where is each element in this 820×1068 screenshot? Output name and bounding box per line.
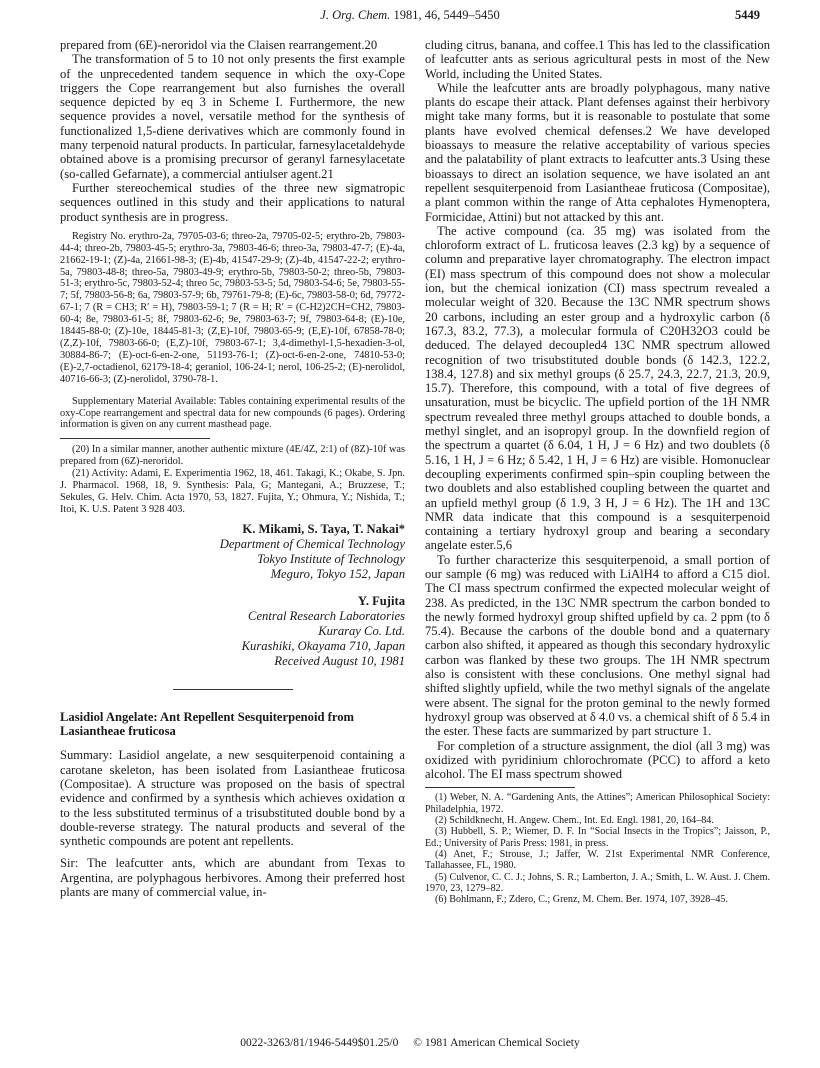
paragraph: cluding citrus, banana, and coffee.1 This has led to the classification of leafcutter ants as serious agricultural pests in most of the New World, including the United States.	[425, 38, 770, 81]
footnote: (20) In a similar manner, another authentic mixture (4E/4Z, 2:1) of (8Z)-10f was prepared from (6Z)-neroridol.	[60, 444, 405, 468]
received-date: Received August 10, 1981	[274, 653, 405, 668]
author-line: Y. Fujita	[357, 593, 405, 608]
paragraph: The active compound (ca. 35 mg) was isolated from the chloroform extract of L. fruticosa leaves (2.3 kg) by a sequence of column and preparative layer chromatography. The electron impact (EI) mass spectrum of this compound does not show a molecular ion, but the chemical ionization (CI) mass spectrum revealed a molecular weight of 320. Because the 13C NMR spectrum shows 20 carbons, including an ester group and a hydroxylic carbon (δ 167.3, 83.2, 77.3), a molecular formula of C20H32O3 could be deduced. The delayed decoupled4 13C NMR spectrum allowed recognition of two trisubstituted double bonds (δ 142.3, 122.2, 138.4, 127.8) and six methyl groups (δ 25.7, 24.3, 22.7, 21.3, 20.9, 15.7). Therefore, this compound, with a total of five degrees of unsaturation, must be bicyclic. The upfield portion of the 1H NMR spectrum revealed three methyl groups attached to double bonds, a methyl singlet, and an isopropyl group. In the downfield region of the spectrum a quartet (δ 6.04, 1 H, J = 6 Hz) and two doublets (δ 5.16, 1 H, J = 6 Hz; δ 5.42, 1 H, J = 6 Hz) are visible. Homonuclear decoupling experiments confirmed spin–spin coupling between the two doublets and also established coupling between the quartet and an upfield methyl group (δ 1.9, 3 H, J = 6 Hz). The 1H and 13C NMR data indicate that this compound is a sesquiterpenoid containing a tertiary hydroxyl group and bearing a secondary angelate ester.5,6	[425, 223, 770, 553]
left-column	[60, 38, 405, 899]
journal-year-volume: 1981, 46, 5449–5450	[393, 8, 500, 22]
affiliation-line: Kurashiki, Okayama 710, Japan	[241, 638, 405, 653]
article-code: 0022-3263/81/1946-5449$01.25/0	[240, 1037, 399, 1049]
affiliation-line: Kuraray Co. Ltd.	[318, 623, 405, 638]
registry-numbers: Registry No. erythro-2a, 79705-03-6; threo-2a, 79705-02-5; erythro-2b, 79803-44-4; threo-2b, 79803-45-5; erythro-3a, 79803-46-6; threo-3a, 79803-47-7; (E)-4a, 21662-19-1; (Z)-4a, 21661-98-3; (E)-4b, 41547-29-9; (Z)-4b, 41547-22-2; erythro-5a, 79803-48-8; threo-5a, 79803-49-9; erythro-5b, 79803-50-2; threo-5b, 79803-51-3; erythro-5c, 79803-52-4; threo 5c, 79803-53-5; 5d, 79803-54-6; 5e, 79803-55-7; 5f, 79803-56-8; 6a, 79803-57-9; 6b, 79761-79-8; (E)-6c, 79803-58-0; 6d, 79772-67-1; 7 (R = CH3; R′ = H), 79803-59-1; 7 (R = H; R′ = (C-H2)2CH=CH2, 79803-60-4; 8e, 79803-61-5; 8f, 79803-62-6; 9e, 79803-63-7; 9f, 79803-64-8; (E)-10e, 18445-88-0; (Z)-10e, 18445-81-3; (Z,E)-10f, 79803-65-9; (E,E)-10f, 67858-78-0; (Z,Z)-10f, 79803-66-0; (E,Z)-10f, 79803-67-1; 3,4-dimethyl-1,5-hexadien-3-ol, 30884-86-7; (E)-oct-6-en-2-one, 51193-76-1; (Z)-oct-6-en-2-one, 74810-53-0; (E)-2,7-octadienol, 62179-18-4; geraniol, 106-24-1; nerol, 106-25-2; (E)-nerolidol, 40716-66-3; (Z)-nerolidol, 3790-78-1.	[60, 230, 405, 385]
copyright: © 1981 American Chemical Society	[413, 1037, 580, 1049]
reference: (1) Weber, N. A. “Gardening Ants, the Attines”; American Philosophical Society: Philadelphia, 1972.	[425, 792, 770, 815]
paragraph: To further characterize this sesquiterpenoid, a small portion of our sample (6 mg) was reduced with LiAlH4 to afford a C15 diol. The CI mass spectrum confirmed the expected molecular weight of 238. As predicted, in the 13C NMR spectrum the carbon bonded to the newly formed hydroxyl group shifted upfield by ca. 2 ppm (to δ 75.4). Because the carbons of the double bond and a quaternary carbon also shifted, it appeared as though this secondary hydroxylic carbon was flanked by these two groups. The 1H NMR spectrum also is consistent with these conclusions. One methyl signal had shifted slightly upfield, while the two methyl signals of the angelate were absent. The signal for the proton geminal to the newly formed hydroxyl group was observed at δ 4.0 vs. a chemical shift of δ 5.4 in the ester. These facts are summarized by part structure 1.	[425, 552, 770, 739]
references	[425, 792, 770, 905]
paragraph: prepared from (6E)-neroridol via the Claisen rearrangement.20	[60, 38, 378, 52]
article-title: Lasidiol Angelate: Ant Repellent Sesquiterpenoid from Lasiantheae fruticosa	[60, 709, 354, 739]
paragraph: Further stereochemical studies of the three new sigmatropic sequences outlined in this study and their applications to natural product synthesis are in progress.	[60, 180, 405, 224]
affiliation-line: Department of Chemical Technology	[219, 536, 405, 551]
affiliation-line: Meguro, Tokyo 152, Japan	[270, 566, 405, 581]
footnote: (21) Activity: Adami, E. Experimentia 1962, 18, 461. Takagi, K.; Okabe, S. Jpn. J. Pharmacol. 1968, 18, 9. Synthesis: Pala, G; Mantegani, A.; Bruzzese, T.; Sekules, G. Helv. Chim. Acta 1970, 53, 1827. Fujita, Y.; Ohmura, Y.; Nishida, T.; Itoi, K. U.S. Patent 3 928 403.	[60, 468, 405, 515]
author-line: K. Mikami, S. Taya, T. Nakai*	[242, 521, 405, 536]
journal-name: J. Org. Chem.	[320, 8, 391, 22]
summary: Summary: Lasidiol angelate, a new sesquiterpenoid containing a carotane skeleton, has been isolated from Lasiantheae fruticosa (Compositae). A structure was proposed on the basis of spectral evidence and confirmed by a synthesis which achieves oxidation α to the less substituted terminus of a trisubstituted double bond by a double-reverse strategy. The natural products and several of the synthetic compounds are potent ant repellents.	[60, 748, 405, 849]
affiliation-line: Tokyo Institute of Technology	[257, 551, 405, 566]
supplementary-material: Supplementary Material Available: Tables containing experimental results of the oxy-Cope rearrangement and spectral data for new compounds (6 pages). Ordering information is given on any current masthead page.	[60, 395, 405, 431]
paragraph: While the leafcutter ants are broadly polyphagous, many native plants do escape their attack. Plant defenses against their herbivory might take many forms, but it is reasonable to postulate that some plants have evolved chemical defenses.2 We have developed bioassays to measure the relative acceptability of various species and the palatability of plant extracts to leafcutter ants.3 Using these bioassays to direct an isolation sequence, we have isolated an ant repellent sesquiterpenoid from Lasiantheae fruticosa (Compositae), a plant common within the range of Atta cephalotes Hymenoptera, Formicidae, Attini) but not attacked by this ant.	[425, 80, 770, 224]
page-footer	[0, 1037, 820, 1049]
right-column	[425, 38, 770, 905]
reference: (2) Schildknecht, H. Angew. Chem., Int. Ed. Engl. 1981, 20, 164–84.	[435, 815, 714, 827]
references-divider	[425, 787, 575, 788]
running-header	[60, 8, 760, 30]
reference: (6) Bohlmann, F.; Zdero, C.; Grenz, M. Chem. Ber. 1974, 107, 3928–45.	[435, 894, 729, 906]
paragraph: Sir: The leafcutter ants, which are abundant from Texas to Argentina, are polyphagous herbivores. Among their preferred host plants are many of commercial value, in-	[60, 856, 405, 900]
reference: (5) Culvenor, C. C. J.; Johns, S. R.; Lamberton, J. A.; Smith, L. W. Aust. J. Chem. 1970, 23, 1279–82.	[425, 871, 770, 894]
article-separator	[173, 689, 293, 690]
reference: (3) Hubbell, S. P.; Wiemer, D. F. In “Social Insects in the Tropics”; Jaisson, P., Ed.; University of Paris Press: 1981, in press.	[425, 826, 770, 849]
paragraph: For completion of a structure assignment, the diol (all 3 mg) was oxidized with pyridinium chlorochromate (PCC) to afford a keto alcohol. The EI mass spectrum showed	[425, 738, 770, 782]
reference: (4) Anet, F.; Strouse, J.; Jaffer, W. 21st Experimental NMR Conference, Tallahassee, FL, 1980.	[425, 848, 770, 872]
paragraph: The transformation of 5 to 10 not only presents the first example of the unprecedented tandem sequence in which the oxy-Cope triggers the Cope rearrangement but also furnishes the overall sequence depicted by eq 3 in Scheme I. Furthermore, the new sequence provides a novel, versatile method for the synthesis of functionalized 1,5-diene derivatives which are commonly found in many terpenoid natural products. In particular, farnesylacetaldehyde obtained above is a promising precursor of geranyl farnesylacetate (so-called Gefarnate), a commercial antiulser agent.21	[60, 52, 405, 181]
affiliation-line: Central Research Laboratories	[248, 608, 405, 623]
page-number: 5449	[735, 8, 760, 22]
footnote-divider	[60, 438, 210, 439]
